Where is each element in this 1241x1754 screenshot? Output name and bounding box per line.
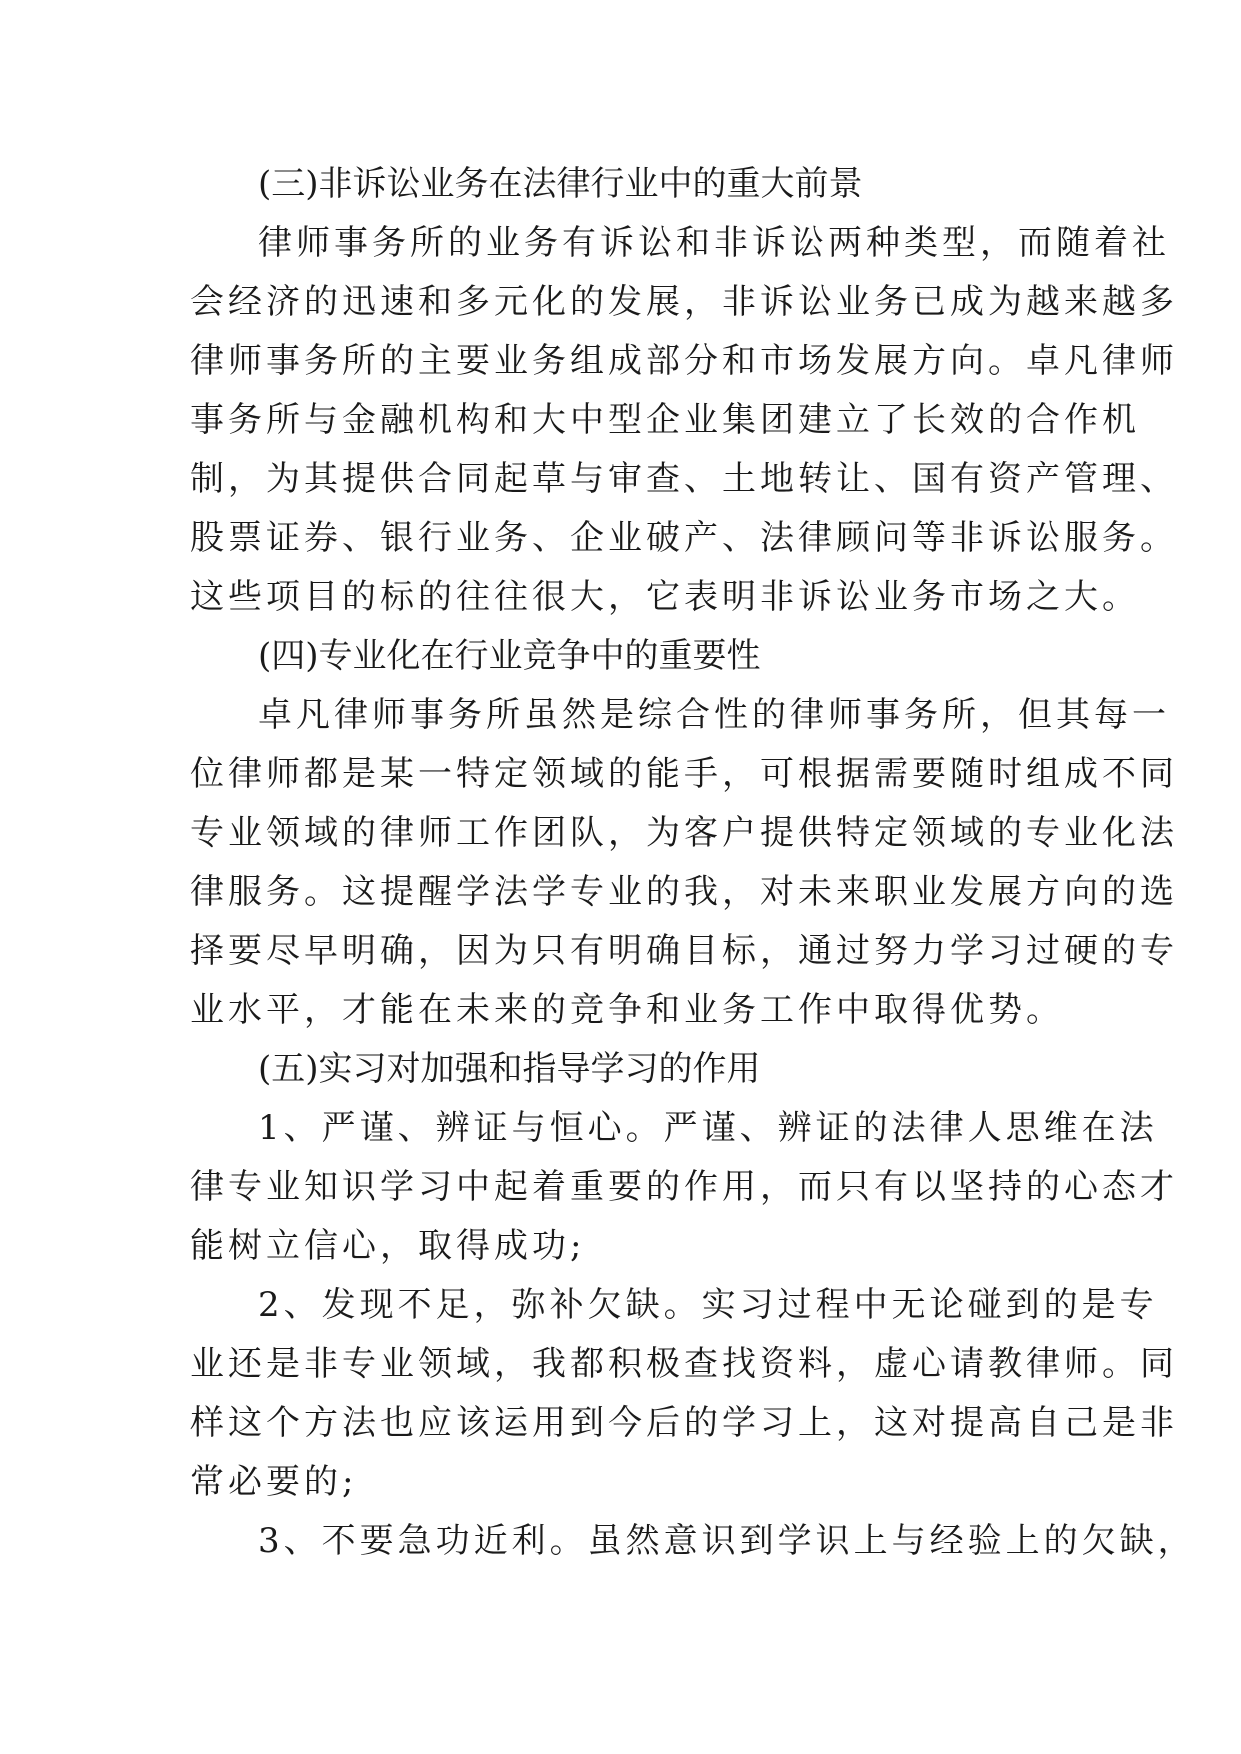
paragraph-non-litigation [190, 214, 1178, 627]
text-line: 这些项目的标的往往很大，它表明非诉讼业务市场之大。 [190, 577, 1140, 617]
text-line: 1、严谨、辨证与恒心。严谨、辨证的法律人思维在法 [258, 1108, 1158, 1148]
text-line: 律专业知识学习中起着重要的作用，而只有以坚持的心态才 [190, 1167, 1178, 1207]
text-line: 卓凡律师事务所虽然是综合性的律师事务所，但其每一 [258, 695, 1170, 735]
text-line: 业还是非专业领域，我都积极查找资料，虚心请教律师。同 [190, 1344, 1178, 1384]
text-line: 2、发现不足，弥补欠缺。实习过程中无论碰到的是专 [258, 1285, 1158, 1325]
text-line: 律师事务所的主要业务组成部分和市场发展方向。卓凡律师 [190, 341, 1178, 381]
text-line: 位律师都是某一特定领域的能手，可根据需要随时组成不同 [190, 754, 1178, 794]
text-line: 律师事务所的业务有诉讼和非诉讼两种类型，而随着社 [258, 223, 1170, 263]
text-line: 专业领域的律师工作团队，为客户提供特定领域的专业化法 [190, 813, 1178, 853]
heading-line: (五)实习对加强和指导学习的作用 [258, 1049, 761, 1089]
heading-line: (四)专业化在行业竞争中的重要性 [258, 636, 761, 676]
paragraph-item-1 [190, 1099, 1178, 1276]
paragraph-item-2 [190, 1276, 1178, 1512]
text-line: 股票证券、银行业务、企业破产、法律顾问等非诉讼服务。 [190, 518, 1178, 558]
paragraph-item-3 [190, 1512, 1196, 1571]
text-line: 能树立信心，取得成功; [190, 1226, 586, 1266]
text-line: 常必要的; [190, 1462, 358, 1502]
heading-line: (三)非诉讼业务在法律行业中的重大前景 [258, 164, 863, 204]
text-line: 样这个方法也应该运用到今后的学习上，这对提高自己是非 [190, 1403, 1178, 1443]
document-body [190, 155, 1196, 1571]
text-line: 业水平，才能在未来的竞争和业务工作中取得优势。 [190, 990, 1064, 1030]
text-line: 律服务。这提醒学法学专业的我，对未来职业发展方向的选 [190, 872, 1178, 912]
text-line: 制，为其提供合同起草与审查、土地转让、国有资产管理、 [190, 459, 1178, 499]
text-line: 3、不要急功近利。虽然意识到学识上与经验上的欠缺， [258, 1521, 1196, 1561]
text-line: 事务所与金融机构和大中型企业集团建立了长效的合作机 [190, 400, 1140, 440]
section-heading-4 [190, 627, 1070, 686]
paragraph-specialization [190, 686, 1178, 1040]
section-heading-5 [190, 1040, 1070, 1099]
section-heading-3 [190, 155, 1070, 214]
text-line: 择要尽早明确，因为只有明确目标，通过努力学习过硬的专 [190, 931, 1178, 971]
text-line: 会经济的迅速和多元化的发展，非诉讼业务已成为越来越多 [190, 282, 1178, 322]
